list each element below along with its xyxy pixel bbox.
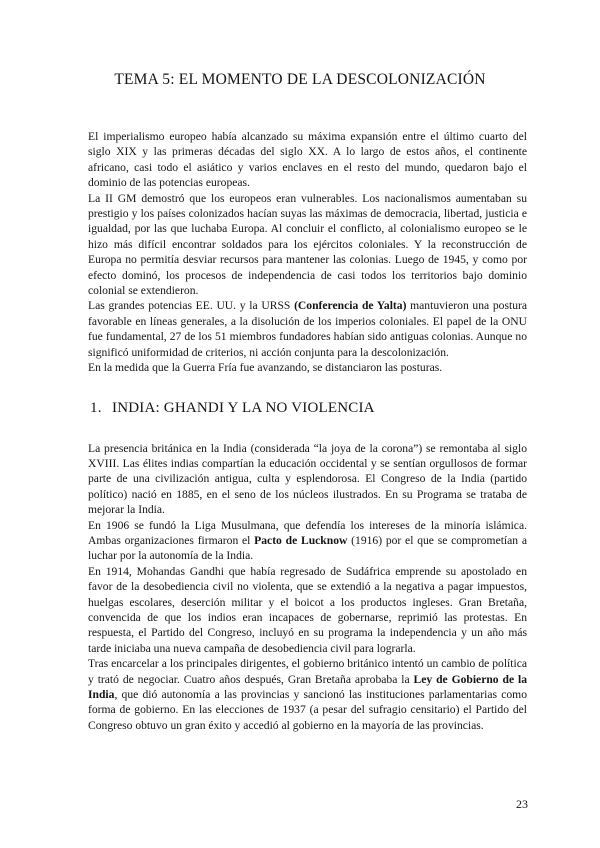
text-run: Tras encarcelar a los principales dirigentes, el gobierno británico intentó un cambio de política y trató de negociar. Cuatro años después, Gran Bretaña aprobaba la — [88, 657, 527, 686]
document-body — [88, 129, 527, 733]
bold-term-yalta: (Conferencia de Yalta) — [294, 299, 407, 313]
section-paragraph-4 — [88, 656, 527, 733]
intro-paragraph-2: La II GM demostró que los europeos eran vulnerables. Los nacionalismos aumentaban su prestigio y los países colonizados hacían suyas las máximas de democracia, libertad, justicia e igualdad, por las que luchaba Europa. Al concluir el conflicto, al colonialismo europeo se le hizo más difícil encontrar soldados para los ejércitos coloniales. Y la reconstrucción de Europa no permitía desviar recursos para mantener las colonias. Luego de 1945, y como por efecto dominó, los procesos de independencia de casi todos los territorios bajo dominio colonial se extendieron. — [88, 191, 527, 298]
text-run: Las grandes potencias EE. UU. y la URSS — [88, 299, 295, 313]
section-heading — [88, 399, 527, 417]
text-run: mantuvieron una postura favorable en líneas generales, a la disolución de los imperios coloniales. El papel de la ONU fue fundamental, 27 de los 51 miembros fundadores habían sido antiguas colonias. Aunque no significó uniformidad de criterios, ni acción conjunta para la descolonización. — [88, 299, 528, 359]
section-paragraph-3: En 1914, Mohandas Gandhi que había regresado de Sudáfrica emprende su apostolado en favor de la desobediencia civil no violenta, que se extendió a la negativa a pagar impuestos, huelgas escolares, deserción militar y el boicot a los productos ingleses. Gran Bretaña, convencida de que los indios eran incapaces de gobernarse, reprimió las protestas. En respuesta, el Partido del Congreso, incluyó en su programa la independencia y un año más tarde iniciaba una nueva campaña de desobediencia civil para lograrla. — [88, 564, 527, 655]
bold-term-ley-gobierno: Ley de Gobierno de la India — [88, 672, 528, 701]
spacer — [88, 417, 527, 441]
section-paragraph-1: La presencia británica en la India (considerada “la joya de la corona”) se remontaba al siglo XVIII. Las élites indias compartían la educación occidental y se sentían orgullosos de formar parte de una civilización antigua, culta y esplendorosa. El Congreso de la India (partido político) nació en 1885, en el seno de los núcleos ilustrados. En su Programa se trataba de mejorar la India. — [88, 441, 527, 517]
chapter-title: TEMA 5: EL MOMENTO DE LA DESCOLONIZACIÓN — [114, 71, 486, 88]
intro-paragraph-3 — [88, 298, 527, 360]
section-title: INDIA: GHANDI Y LA NO VIOLENCIA — [112, 399, 375, 416]
section-number: 1. — [90, 399, 102, 416]
intro-paragraph-4: En la medida que la Guerra Fría fue avanzando, se distanciaron las posturas. — [88, 361, 443, 375]
text-run: , que dió autonomía a las provincias y sancionó las instituciones parlamentarias como forma de gobierno. En las elecciones de 1937 (a pesar del sufragio censitario) el Partido del Congreso obtuvo un gran éxito y accedió al gobierno en la mayoría de las provincias. — [88, 688, 527, 732]
page-number: 23 — [516, 797, 528, 811]
bold-term-lucknow: Pacto de Lucknow — [254, 533, 348, 547]
text-run: (1916) por el que se comprometían a luchar por la autonomía de la India. — [88, 533, 528, 563]
text-run: En 1906 se fundó la Liga Musulmana, que defendía los intereses de la minoría islámica. Ambas organizaciones firmaron el — [88, 518, 527, 547]
section-paragraph-2 — [88, 518, 527, 564]
intro-paragraph-1: El imperialismo europeo había alcanzado su máxima expansión entre el último cuarto del siglo XIX y las primeras décadas del siglo XX. A lo largo de estos años, el continente africano, casi todo el asiático y varios enclaves en el resto del mundo, quedaron bajo el dominio de las potencias europeas. — [88, 130, 527, 190]
